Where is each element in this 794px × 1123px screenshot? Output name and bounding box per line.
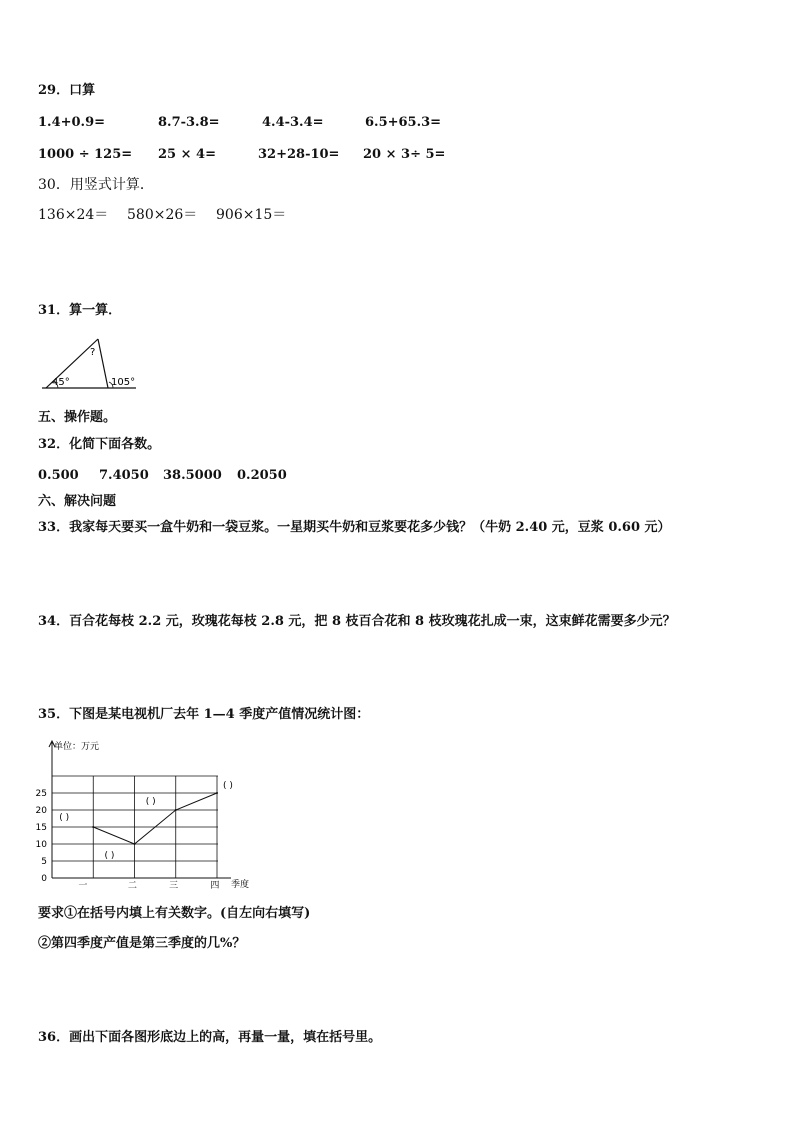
y-tick-label: 20 — [35, 806, 47, 816]
y-tick-label: 15 — [35, 823, 47, 833]
chart-x-ticks — [78, 880, 219, 891]
q29-r2-c1: 1000 ÷ 125= — [38, 147, 133, 162]
q31-right-side — [98, 339, 108, 388]
q35-requirement-2: ②第四季度产值是第三季度的几%？ — [38, 936, 246, 951]
y-tick-label: 25 — [35, 789, 47, 799]
x-tick-label: 一 — [78, 881, 88, 891]
data-point — [216, 792, 218, 794]
q33-text: 33．我家每天要买一盒牛奶和一袋豆浆。一星期买牛奶和豆浆要花多少钱？（牛奶 2.40 元，豆浆 0.60 元） — [38, 520, 671, 535]
chart-axes — [49, 741, 231, 878]
q35-requirement-1: 要求①在括号内填上有关数字。(自左向右填写) — [38, 906, 311, 921]
point-label: ( ) — [104, 851, 115, 861]
q29-title: 29．口算 — [38, 83, 96, 98]
point-label: ( ) — [145, 797, 156, 807]
q30-item-1: 136×24＝ — [38, 207, 109, 223]
y-tick-label: 0 — [41, 874, 47, 884]
chart-x-axis-label: 季度 — [231, 880, 250, 890]
q32-item-3: 38.5000 — [163, 468, 222, 483]
q35-line-chart — [30, 738, 270, 896]
q32-title: 32．化简下面各数。 — [38, 437, 161, 452]
q29-r2-c3: 32+28-10= — [258, 147, 340, 162]
data-point — [92, 826, 94, 828]
chart-grid — [52, 776, 218, 878]
y-tick-label: 10 — [35, 840, 47, 850]
chart-unit-label: 单位：万元 — [54, 742, 100, 752]
q31-title: 31．算一算． — [38, 303, 122, 318]
point-label: ( ) — [223, 781, 233, 791]
q29-r1-c1: 1.4+0.9= — [38, 115, 106, 130]
data-point — [134, 843, 136, 845]
q29-r1-c4: 6.5+65.3= — [365, 115, 442, 130]
q32-item-1: 0.500 — [38, 468, 79, 483]
q32-item-2: 7.4050 — [99, 468, 149, 483]
x-tick-label: 二 — [127, 881, 137, 891]
q31-triangle-figure — [40, 336, 140, 392]
point-label: ( ) — [59, 813, 70, 823]
chart-y-ticks — [36, 789, 48, 884]
q34-text: 34．百合花每枝 2.2 元，玫瑰花每枝 2.8 元，把 8 枝百合花和 8 枝玫瑰花扎成一束，这束鲜花需要多少元？ — [38, 614, 676, 629]
q31-top-label: ? — [90, 347, 96, 358]
q32-item-4: 0.2050 — [237, 468, 287, 483]
q31-right-angle: 105° — [111, 377, 136, 388]
q31-left-angle: 45° — [52, 377, 70, 388]
x-tick-label: 三 — [169, 881, 179, 891]
q30-item-3: 906×15＝ — [216, 207, 287, 223]
q29-r1-c3: 4.4-3.4= — [262, 115, 324, 130]
y-tick-label: 5 — [41, 857, 47, 867]
section6-heading: 六、解决问题 — [38, 494, 117, 509]
q29-r2-c4: 20 × 3÷ 5= — [363, 147, 446, 162]
q30-item-2: 580×26＝ — [127, 207, 198, 223]
q35-title: 35．下图是某电视机厂去年 1—4 季度产值情况统计图： — [38, 707, 370, 722]
q30-title: 30．用竖式计算． — [38, 177, 154, 193]
data-point — [175, 809, 177, 811]
q29-r1-c2: 8.7-3.8= — [158, 115, 220, 130]
x-tick-label: 四 — [210, 881, 220, 891]
q29-r2-c2: 25 × 4= — [158, 147, 216, 162]
section5-heading: 五、操作题。 — [38, 410, 117, 425]
q36-text: 36．画出下面各图形底边上的高，再量一量，填在括号里。 — [38, 1030, 382, 1045]
